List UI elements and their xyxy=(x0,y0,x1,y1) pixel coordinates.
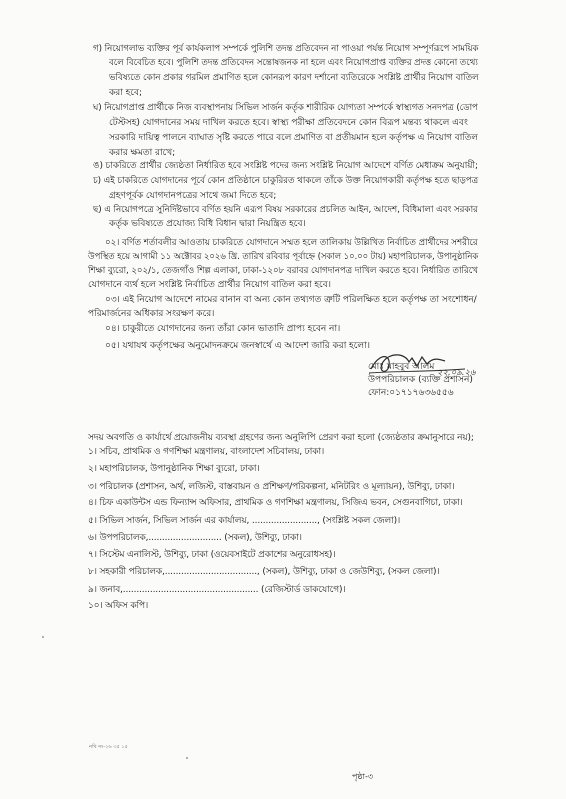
distribution-item-8: ৮। সহকারী পরিচালক,.................................., (সকল), উশিব্যু, ঢাকা ও জেউশিব্যু, (সকল জেলা)। xyxy=(88,567,440,577)
distribution-item-2: ২। মহাপরিচালক, উপানুষ্ঠানিক শিক্ষা ব্যুরো, ঢাকা। xyxy=(88,464,260,474)
clause-chha-line-1: ছ) এ নিয়োগপত্রে সুনির্দিষ্টভাবে বর্ণিত হয়নি এরূপ বিষয় সরকারের প্রচলিত আইন, আদেশ, বিধিমালা এবং সরকার xyxy=(93,204,478,215)
distribution-item-3: ৩। পরিচালক (প্রশাসন, অর্থ, লজিস্ট, বাস্তবায়ন ও প্রশিক্ষণ/পরিকল্পনা, মনিটরিং ও মূল্যায়ন), উশিব্যু, ঢাকা। xyxy=(88,482,455,492)
signer-phone: ফোন:০১৭১৭৬৩৬৫৫৬ xyxy=(368,388,454,398)
para-03-line-1: ০৩। এই নিয়োগ আদেশে নামের বানান বা অন্য কোন তথ্যগত ত্রুটি পরিলক্ষিত হলে কর্তৃপক্ষ তা সংশোধন/ xyxy=(105,294,477,305)
distribution-item-1: ১। সচিব, প্রাথমিক ও গণশিক্ষা মন্ত্রণালয়, বাংলাদেশ সচিবালয়, ঢাকা। xyxy=(88,447,325,457)
para-04-line-1: ০৪। চাকুরীতে যোগদানের জন্য তাঁরা কোন ভাতাদি প্রাপ্য হবেন না। xyxy=(105,323,341,334)
clause-ga-line-1: গ) নিয়োগলাভ ব্যক্তির পূর্ব কার্যকলাপ সম্পর্কে পুলিশি তদন্ত প্রতিবেদন না পাওয়া পর্যন্ত নিয়োগ সম্পূর্ণরূপে সাময়িক xyxy=(93,43,479,54)
svg-text:২২.০৯.২৬: ২২.০৯.২৬ xyxy=(437,368,476,378)
para-05-line-1: ০৫। যথাযথ কর্তৃপক্ষের অনুমোদনক্রমে জনস্বার্থে এ আদেশ জারি করা হলো। xyxy=(105,340,370,351)
clause-ga-line-2: বলে বিবেচিত হবে। পুলিশি তদন্ত প্রতিবেদন সন্তোষজনক না হলে এবং নিয়োগপ্রাপ্ত ব্যক্তির প্রদত্ত কোনো তথ্যে xyxy=(109,57,478,68)
signature-block xyxy=(368,361,473,400)
clause-nga-line-1: ঙ) চাকরিতে প্রার্থীর জ্যেষ্ঠতা নির্ধারিত হবে সংশ্লিষ্ট পদের জন্য সংশ্লিষ্ট নিয়োগ আদেশে বর্ণিত মেধাক্রম অনুযায়ী; xyxy=(93,160,478,171)
para-02-line-3: শিক্ষা ব্যুরো, ২০২/১, তেজগাঁও শিল্প এলাকা, ঢাকা-১২০৮ বরাবর যোগদানপত্র দাখিল করতে হবে। নির্ধারিত তারিখে xyxy=(88,265,478,276)
distribution-intro: সদয় অবগতি ও কার্যার্থে প্রয়োজনীয় ব্যবস্থা গ্রহণের জন্য অনুলিপি প্রেরণ করা হলো (জ্যেষ্ঠতার ক্রমানুসারে নয়); xyxy=(88,433,474,443)
para-02-line-2: উপস্থিত হয়ে আগামী ১১ অক্টোবর ২০২৬ খ্রি. তারিখ রবিবার পূর্বাহ্নে (সকাল ১০.০০ টায়) মহাপরিচালক, উপানুষ্ঠানিক xyxy=(88,251,479,262)
scan-speck xyxy=(42,636,44,638)
distribution-item-7: ৭। সিস্টেম এনালিস্ট, উশিব্যু, ঢাকা (ওয়েবসাইটে প্রকাশের অনুরোধসহ)। xyxy=(88,550,336,560)
clause-gha-line-2: টেস্টসহ) যোগদানের সময় দাখিল করতে হবে। স্বাস্থ্য পরীক্ষা প্রতিবেদনে কোন বিরূপ মন্তব্য থাকলে এবং xyxy=(109,117,468,128)
clause-ga-line-4: করা হবে; xyxy=(109,87,142,98)
signer-designation: উপপরিচালক (ব্যক্তি প্রশাসন) xyxy=(368,375,473,385)
signer-name: মোঃ মাহবুব আলম xyxy=(368,362,435,372)
para-02-line-4: যোগদানে ব্যর্থ হলে সংশ্লিষ্ট নির্বাচিত প্রার্থীর নিয়োগ বাতিল করা হবে। xyxy=(88,279,331,290)
distribution-item-6: ৬। উপপরিচালক,........................... (সকল), উশিব্যু, ঢাকা। xyxy=(88,533,302,543)
clause-gha-line-3: সরকারি দায়িত্ব পালনে ব্যাঘাত সৃষ্টি করতে পারে বলে প্রমাণিত বা প্রতীয়মান হলে কর্তৃপক্ষ এ নিয়োগ বাতিল xyxy=(109,132,478,143)
clause-ga-line-3: ভবিষ্যতে কোন প্রকার গরমিল প্রমাণিত হলে কোনরূপ কারণ দর্শানো ব্যতিরেকে সংশ্লিষ্ট প্রার্থীর নিয়োগ বাতিল xyxy=(109,72,479,83)
scan-speck xyxy=(186,757,188,759)
clause-cha-line-2: গ্রহণপূর্বক যোগদানপত্রের সাথে জমা দিতে হবে; xyxy=(109,190,277,201)
clause-gha-line-1: ঘ) নিয়োগপ্রাপ্ত প্রার্থীকে নিজ ব্যবস্থাপনায় সিভিল সার্জন কর্তৃক শারীরিক যোগ্যতা সম্পর্কে স্বাস্থ্যগত সনদপত্র (ডোপ xyxy=(93,102,478,113)
para-03-line-2: পরিমার্জনের অধিকার সংরক্ষণ করে। xyxy=(88,308,215,319)
distribution-item-10: ১০। অফিস কপি। xyxy=(88,601,149,611)
clause-chha-line-2: কর্তৃক ভবিষ্যতে প্রযোজ্য বিধি বিধান দ্বারা নিয়ন্ত্রিত হবে। xyxy=(109,218,306,229)
distribution-item-9: ৯। জনাব,.................................................. (রেজিস্টার্ড ডাকযোগে)। xyxy=(88,585,346,595)
distribution-item-5: ৫। সিভিল সার্জন, সিভিল সার্জন এর কার্যালয়, ........................, (সংশ্লিষ্ট সকল জেলা)। xyxy=(88,516,401,526)
para-02-line-1: ০২। বর্ণিত শর্তাবলীর আওতায় চাকরিতে যোগদানে সম্মত হলে তালিকায় উল্লিখিত নির্বাচিত প্রার্থীদের সশরীরে xyxy=(105,237,478,248)
distribution-item-4: ৪। চিফ একাউন্টস এন্ড ফিন্যান্স অফিসার, প্রাথমিক ও গণশিক্ষা মন্ত্রণালয়, সিজিএ ভবন, সেগুনবাগিচা, ঢাকা। xyxy=(88,498,463,508)
footer-file-code: নথি নং-২৬ ৩৫ ১৫ xyxy=(89,744,128,750)
clause-gha-line-4: করার ক্ষমতা রাখে; xyxy=(109,147,176,158)
page-number: পৃষ্ঠা-৩ xyxy=(352,772,374,781)
clause-cha-line-1: চ) এই চাকরিতে যোগদানের পূর্বে কোন প্রতিষ্ঠানে চাকুরিরত থাকলে তাঁকে উক্ত নিয়োগকারী কর্তৃপক্ষ হতে ছাড়পত্র xyxy=(93,175,479,186)
